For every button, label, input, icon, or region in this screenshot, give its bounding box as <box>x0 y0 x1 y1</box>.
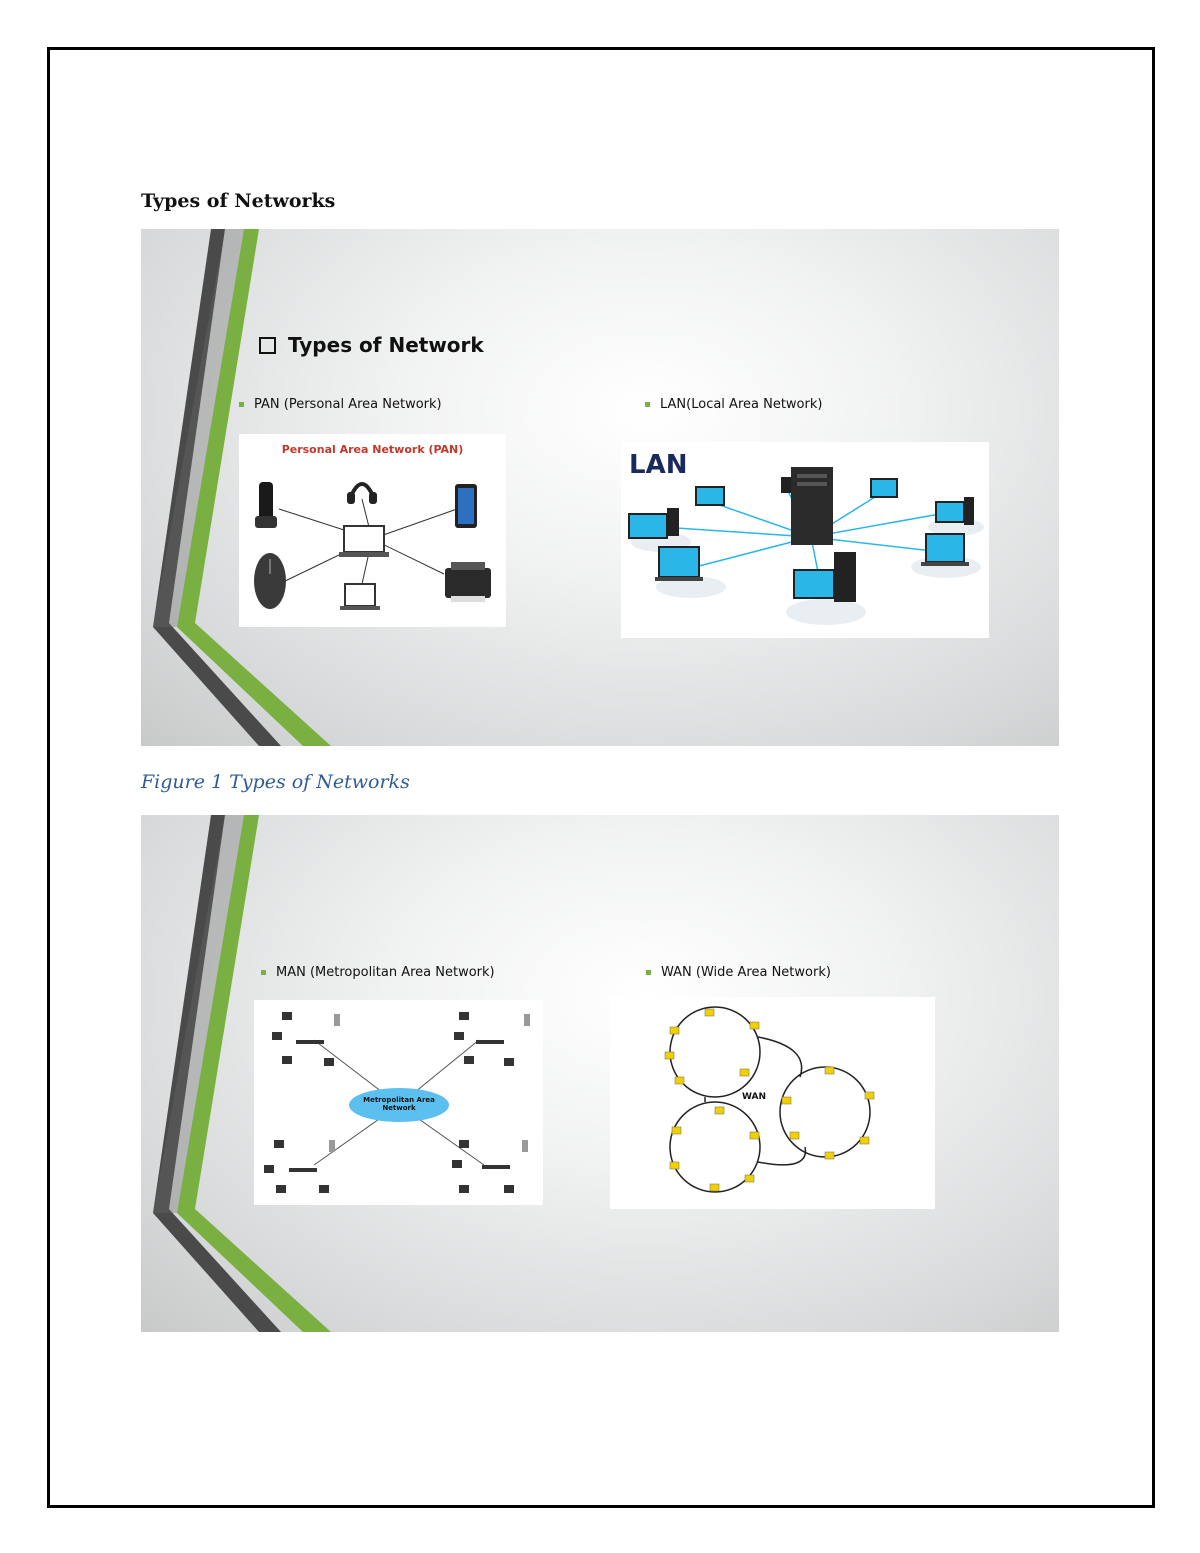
pan-diagram-graphic <box>239 434 506 627</box>
bullet-text: LAN(Local Area Network) <box>660 397 823 412</box>
monitor-icon <box>629 508 679 538</box>
monitor-icon <box>921 534 969 566</box>
monitor-icon <box>871 479 897 497</box>
monitor-icon <box>794 552 856 602</box>
wan-diagram <box>610 997 935 1209</box>
monitor-icon <box>936 497 974 525</box>
bullet-text: WAN (Wide Area Network) <box>661 965 831 980</box>
man-center-label-line: Metropolitan Area <box>363 1096 435 1104</box>
man-diagram <box>254 1000 543 1205</box>
mouse-icon <box>254 553 286 609</box>
bullet-dot-icon <box>261 970 266 975</box>
bullet-text: MAN (Metropolitan Area Network) <box>276 965 495 980</box>
bullet-lan <box>645 397 822 412</box>
lan-diagram-title: LAN <box>629 450 688 480</box>
monitor-icon <box>696 487 724 505</box>
lan-diagram <box>621 442 989 638</box>
bullet-dot-icon <box>646 970 651 975</box>
bullet-text: PAN (Personal Area Network) <box>254 397 442 412</box>
bullet-dot-icon <box>239 402 244 407</box>
printer-icon <box>445 562 491 602</box>
bullet-wan <box>646 965 831 980</box>
server-icon <box>791 467 833 545</box>
monitor-icon <box>655 547 703 581</box>
smartphone-icon <box>455 484 477 528</box>
slide-title-text: Types of Network <box>288 333 484 357</box>
monitor-icon <box>781 477 791 493</box>
man-center-label <box>349 1096 449 1112</box>
pan-diagram <box>239 434 506 627</box>
slide-types-of-network-1 <box>141 229 1059 746</box>
wan-center-label: WAN <box>742 1092 767 1102</box>
figure-caption: Figure 1 Types of Networks <box>141 771 410 793</box>
man-center-label-line: Network <box>382 1104 416 1112</box>
laptop-icon <box>340 584 380 610</box>
slide-types-of-network-2 <box>141 815 1059 1332</box>
lan-diagram-graphic <box>621 442 989 638</box>
slide-title <box>259 333 484 357</box>
document-heading: Types of Networks <box>141 190 336 212</box>
wan-diagram-graphic <box>610 997 935 1209</box>
checkbox-square-icon <box>259 337 276 354</box>
bullet-man <box>261 965 495 980</box>
bullet-pan <box>239 397 442 412</box>
pan-diagram-title: Personal Area Network (PAN) <box>281 443 464 456</box>
laptop-icon <box>339 526 389 557</box>
cordless-phone-icon <box>255 482 277 528</box>
bullet-dot-icon <box>645 402 650 407</box>
